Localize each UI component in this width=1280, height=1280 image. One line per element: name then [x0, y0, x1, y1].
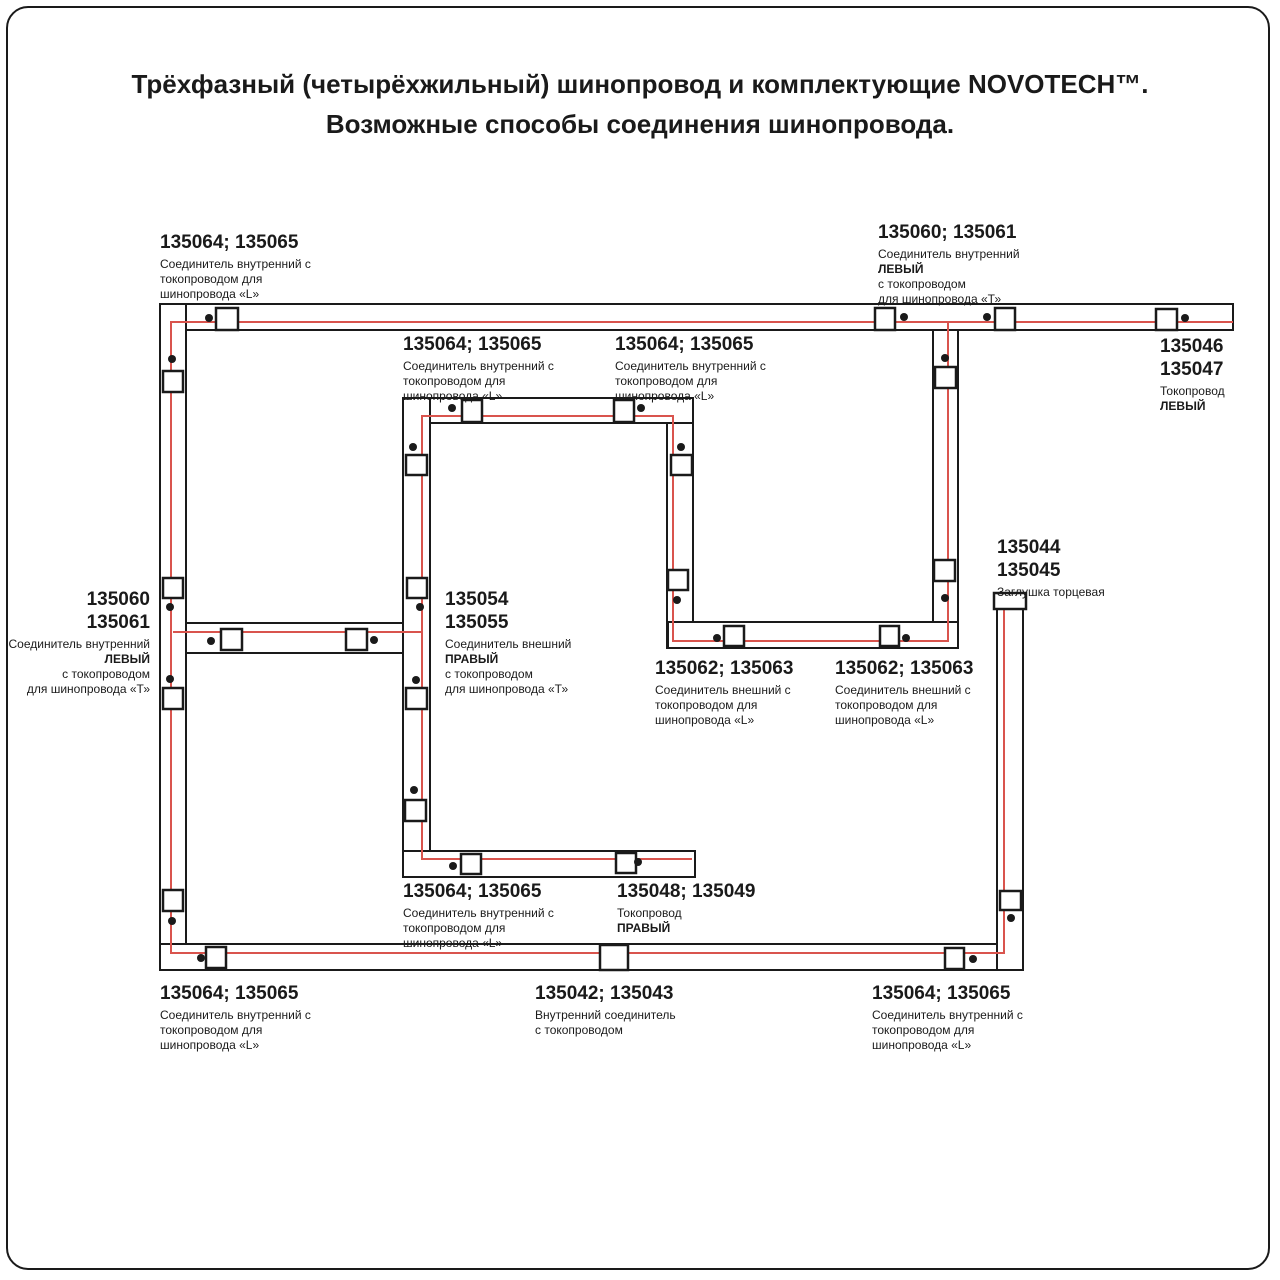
title-line-1: Трёхфазный (четырёхжильный) шинопровод и комплектующие NOVOTECH™.: [131, 69, 1149, 99]
label-mid-connector-b: 135064; 135065 Соединитель внутренний с токопроводом для шинопровода «L»: [615, 334, 766, 403]
connector-square: [1156, 309, 1177, 330]
track-inner-left-vertical: [667, 398, 693, 648]
product-code: 135060: [86, 589, 150, 610]
product-code: 135064; 135065: [403, 881, 542, 902]
title-line-2: Возможные способы соединения шинопровода.: [325, 109, 955, 139]
label-left-t-connector: 135060 135061 Соединитель внутренний ЛЕВЫЙ с токопроводом для шинопровода «Т»: [8, 589, 150, 696]
product-code: 135062; 135063: [655, 658, 794, 679]
label-outer-connector-a: 135062; 135063 Соединитель внешний с токопроводом для шинопровода «L»: [655, 658, 794, 727]
label-bottom-mid-connector: 135064; 135065 Соединитель внутренний с токопроводом для шинопровода «L»: [403, 881, 554, 950]
product-code: 135046: [1160, 336, 1224, 357]
track-bottom-middle: [403, 851, 695, 877]
connector-square: [668, 570, 688, 590]
label-center-t-connector: 135054 135055 Соединитель внешний ПРАВЫЙ с токопроводом для шинопровода «Т»: [445, 589, 572, 696]
connector-square: [346, 629, 367, 650]
label-mid-connector-a: 135064; 135065 Соединитель внутренний с токопроводом для шинопровода «L»: [403, 334, 554, 403]
connector-square: [206, 947, 226, 968]
connector-square: [407, 578, 427, 598]
connector-square: [995, 308, 1015, 330]
connector-square: [616, 853, 636, 873]
label-end-cap: 135044 135045 Заглушка торцевая: [997, 537, 1105, 599]
label-bottom-center-connector: 135042; 135043 Внутренний соединитель с токопроводом: [535, 983, 676, 1037]
connector-square: [163, 890, 183, 911]
product-code: 135048; 135049: [617, 881, 756, 902]
track-bottom: [160, 944, 1023, 970]
connector-square: [1000, 891, 1021, 910]
label-top-t-left-connector: 135060; 135061 Соединитель внутренний ЛЕВЫЙ с токопроводом для шинопровода «Т»: [878, 222, 1020, 306]
product-code: 135042; 135043: [535, 983, 674, 1004]
connector-square: [935, 367, 956, 388]
connector-square: [405, 800, 426, 821]
connector-square: [406, 688, 427, 709]
product-code: 135064; 135065: [403, 334, 542, 355]
product-code: 135062; 135063: [835, 658, 974, 679]
product-code: 135064; 135065: [160, 232, 299, 253]
connector-square: [406, 455, 427, 475]
product-code: 135045: [997, 560, 1061, 581]
product-code: 135047: [1160, 359, 1224, 380]
connector-square: [163, 578, 183, 598]
track-inner-bottom: [668, 622, 958, 648]
track-top: [160, 304, 1233, 330]
connector-square: [221, 629, 242, 650]
product-code: 135064; 135065: [160, 983, 299, 1004]
product-code: 135054: [445, 589, 509, 610]
product-code: 135061: [86, 612, 150, 633]
connector-square: [216, 308, 238, 330]
inline-connector: [600, 945, 628, 970]
connector-square: [945, 948, 964, 969]
product-code: 135060; 135061: [878, 222, 1017, 243]
label-bottom-left-connector: 135064; 135065 Соединитель внутренний с токопроводом для шинопровода «L»: [160, 983, 311, 1052]
label-outer-connector-b: 135062; 135063 Соединитель внешний с токопроводом для шинопровода «L»: [835, 658, 974, 727]
product-code: 135055: [445, 612, 509, 633]
label-feed-left: 135046 135047 Токопровод ЛЕВЫЙ: [1160, 336, 1225, 413]
connector-square: [724, 626, 744, 646]
connector-square: [934, 560, 955, 581]
track-left: [160, 304, 186, 970]
connector-square: [163, 371, 183, 392]
connector-square: [461, 854, 481, 874]
connector-square: [880, 626, 899, 646]
product-code: 135044: [997, 537, 1061, 558]
connector-square: [163, 688, 183, 709]
connector-square: [875, 308, 895, 330]
product-code: 135064; 135065: [872, 983, 1011, 1004]
label-bottom-right-connector: 135064; 135065 Соединитель внутренний с токопроводом для шинопровода «L»: [872, 983, 1023, 1052]
connector-square: [671, 455, 692, 475]
product-code: 135064; 135065: [615, 334, 754, 355]
label-feed-right: 135048; 135049 Токопровод ПРАВЫЙ: [617, 881, 756, 935]
track-left-branch: [186, 623, 403, 653]
label-top-left-connector: 135064; 135065 Соединитель внутренний с токопроводом для шинопровода «L»: [160, 232, 311, 301]
